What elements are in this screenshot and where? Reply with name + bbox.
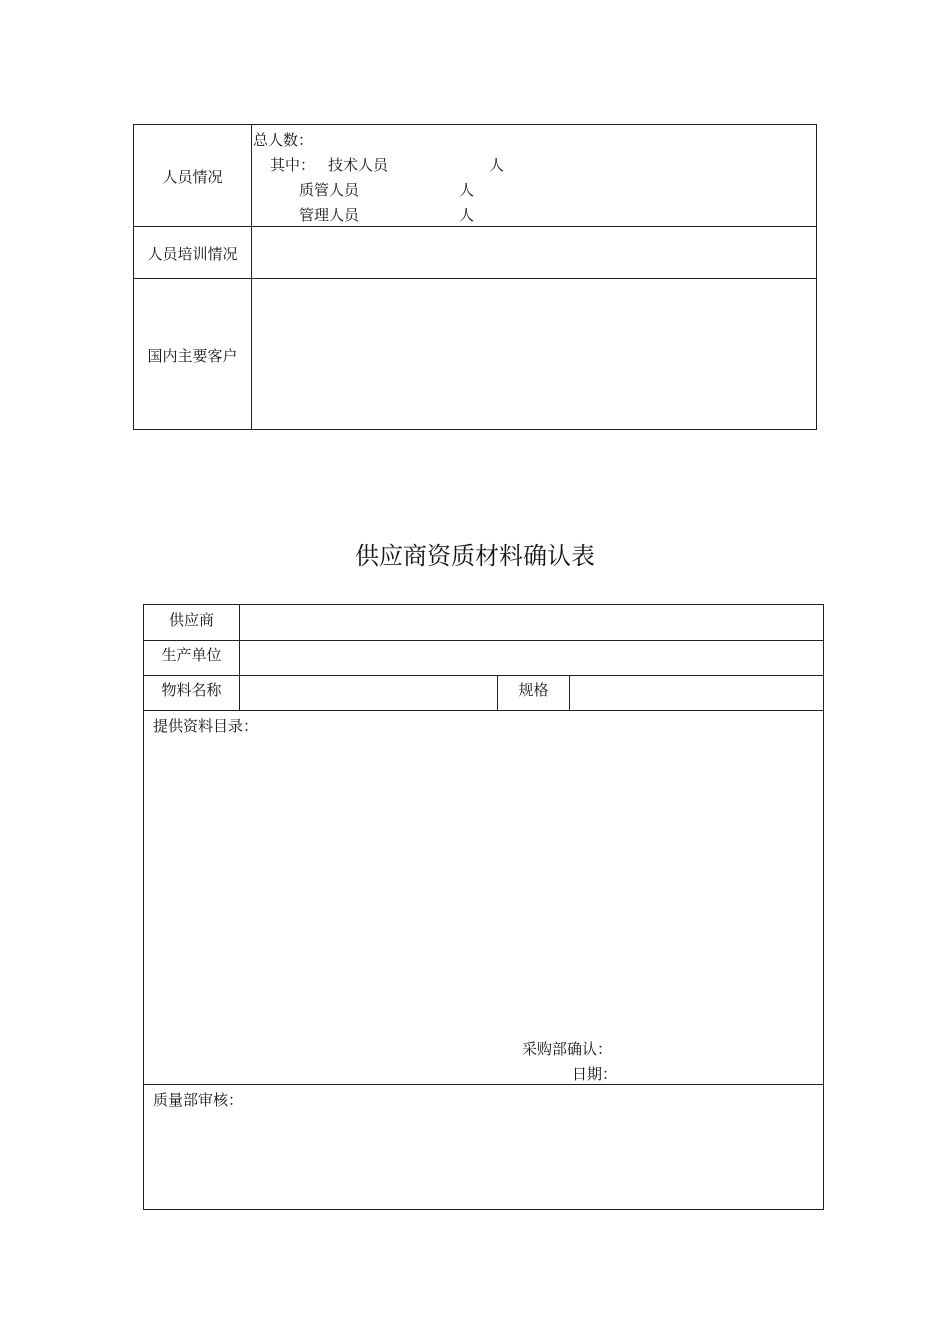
date-label: 日期： [572, 1065, 618, 1083]
total-headcount-label: 总人数： [253, 131, 314, 149]
customers-label: 国内主要客户 [147, 347, 238, 365]
material-name-field[interactable] [240, 676, 497, 710]
among-label: 其中： [270, 156, 316, 174]
docs-list-label: 提供资料目录： [153, 717, 259, 735]
table-border [816, 124, 817, 430]
material-name-label: 物料名称 [161, 681, 222, 699]
table-border [133, 226, 817, 227]
table-border [143, 710, 824, 711]
table-border [133, 429, 817, 430]
quality-review-label: 质量部审核： [153, 1091, 244, 1109]
purchasing-confirm-label: 采购部确认： [522, 1040, 613, 1058]
table-border [143, 1084, 824, 1085]
spec-field[interactable] [570, 676, 823, 710]
qc-staff-label: 质管人员 [299, 181, 360, 199]
table-border [823, 604, 824, 1210]
table-border [251, 124, 252, 430]
producer-field[interactable] [240, 641, 823, 675]
producer-label: 生产单位 [161, 646, 222, 664]
supplier-label: 供应商 [168, 611, 214, 629]
form-title: 供应商资质材料确认表 [355, 542, 595, 570]
supplier-field[interactable] [240, 605, 823, 640]
mgmt-staff-label: 管理人员 [299, 206, 360, 224]
table-border [143, 1209, 824, 1210]
training-label: 人员培训情况 [147, 245, 238, 263]
docs-list-field[interactable] [144, 738, 823, 1038]
tech-staff-unit: 人 [489, 156, 505, 174]
spec-label: 规格 [518, 681, 549, 699]
qc-staff-unit: 人 [459, 181, 475, 199]
table-border [133, 124, 817, 125]
table-border [133, 278, 817, 279]
mgmt-staff-unit: 人 [459, 206, 475, 224]
personnel-label: 人员情况 [162, 168, 223, 186]
quality-review-field[interactable] [144, 1112, 823, 1208]
tech-staff-label: 技术人员 [328, 156, 389, 174]
